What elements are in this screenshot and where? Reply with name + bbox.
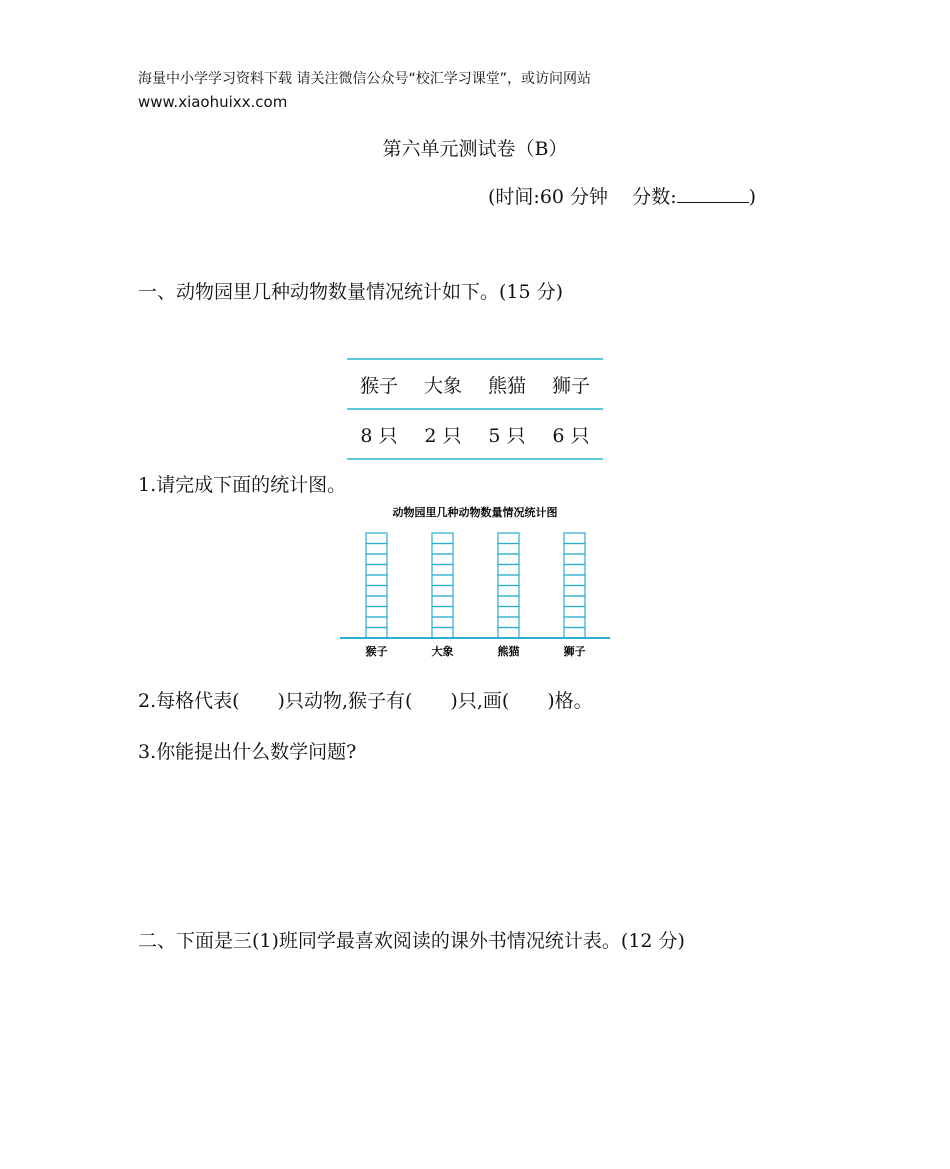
chart-grid-cell[interactable]	[564, 596, 585, 607]
chart-grid-cell[interactable]	[564, 607, 585, 618]
chart-grid-cell[interactable]	[498, 607, 519, 618]
chart-grid-cell[interactable]	[498, 544, 519, 555]
chart-grid-cell[interactable]	[432, 596, 453, 607]
table-row-animals	[347, 358, 603, 410]
chart-grid-cell[interactable]	[564, 617, 585, 628]
chart-category-label: 大象	[431, 645, 454, 658]
chart-grid-cell[interactable]	[498, 575, 519, 586]
question-1: 1.请完成下面的统计图。	[138, 474, 347, 496]
chart-grid-cell[interactable]	[564, 565, 585, 576]
chart-grid-cell[interactable]	[564, 533, 585, 544]
chart-grid-cell[interactable]	[432, 586, 453, 597]
table-cell: 熊猫	[487, 374, 526, 397]
chart-grid-cell[interactable]	[564, 554, 585, 565]
chart-grid-cell[interactable]	[366, 565, 387, 576]
chart-grid-cell[interactable]	[498, 586, 519, 597]
chart-grid-cell[interactable]	[498, 554, 519, 565]
section1-heading: 一、动物园里几种动物数量情况统计如下。(15 分)	[138, 281, 564, 303]
question-2: 2.每格代表( )只动物,猴子有( )只,画( )格。	[138, 690, 593, 712]
chart-grid-cell[interactable]	[564, 544, 585, 555]
chart-grid-cell[interactable]	[432, 544, 453, 555]
chart-grid-cell[interactable]	[366, 533, 387, 544]
chart-category-label: 熊猫	[497, 645, 520, 658]
chart-column-4	[564, 533, 585, 638]
exam-meta	[488, 182, 756, 209]
chart-grid-cell[interactable]	[564, 628, 585, 639]
page-title: 第六单元测试卷（B）	[382, 138, 568, 160]
animal-count-table	[347, 358, 603, 460]
section2-heading: 二、下面是三(1)班同学最喜欢阅读的课外书情况统计表。(12 分)	[138, 930, 685, 952]
table-cell: 5 只	[488, 424, 526, 447]
score-blank[interactable]	[677, 184, 749, 203]
table-row-counts	[347, 410, 603, 460]
meta-close: )	[748, 186, 757, 208]
time-limit: (时间:60 分钟	[488, 186, 609, 208]
chart-grid-cell[interactable]	[432, 628, 453, 639]
chart-grid-cell[interactable]	[432, 565, 453, 576]
chart-column-1	[366, 533, 387, 638]
chart-grid-cell[interactable]	[432, 617, 453, 628]
chart-grid-cell[interactable]	[366, 575, 387, 586]
table-cell: 大象	[423, 374, 462, 397]
chart-category-label: 狮子	[563, 645, 586, 658]
chart-grid-cell[interactable]	[498, 565, 519, 576]
chart-column-3	[498, 533, 519, 638]
chart-grid-cell[interactable]	[498, 617, 519, 628]
table-cell: 2 只	[424, 424, 462, 447]
chart-grid-cell[interactable]	[432, 575, 453, 586]
chart-grid-cell[interactable]	[366, 544, 387, 555]
chart-grid-cell[interactable]	[432, 607, 453, 618]
table-cell: 6 只	[552, 424, 590, 447]
chart-grid-cell[interactable]	[366, 628, 387, 639]
chart-grid-cell[interactable]	[498, 628, 519, 639]
chart-category-label: 猴子	[365, 645, 388, 658]
table-cell: 猴子	[359, 374, 398, 397]
site-url: www.xiaohuixx.com	[138, 93, 288, 111]
question-3: 3.你能提出什么数学问题?	[138, 741, 357, 763]
chart-grid-cell[interactable]	[564, 586, 585, 597]
chart-grid-cell[interactable]	[432, 533, 453, 544]
chart-grid-cell[interactable]	[498, 596, 519, 607]
chart-grid-cell[interactable]	[366, 607, 387, 618]
chart-grid-cell[interactable]	[498, 533, 519, 544]
chart-grid-cell[interactable]	[366, 554, 387, 565]
chart-grid-cell[interactable]	[564, 575, 585, 586]
chart-grid-cell[interactable]	[366, 617, 387, 628]
animal-bar-chart	[335, 500, 615, 665]
chart-grid-cell[interactable]	[366, 586, 387, 597]
table-cell: 狮子	[551, 374, 590, 397]
chart-column-2	[432, 533, 453, 638]
chart-grid-cell[interactable]	[432, 554, 453, 565]
table-cell: 8 只	[360, 424, 398, 447]
site-header-notice: 海量中小学学习资料下载 请关注微信公众号“校汇学习课堂”，或访问网站	[138, 71, 591, 87]
chart-title: 动物园里几种动物数量情况统计图	[392, 506, 558, 519]
chart-grid-cell[interactable]	[366, 596, 387, 607]
score-label: 分数:	[632, 186, 677, 208]
